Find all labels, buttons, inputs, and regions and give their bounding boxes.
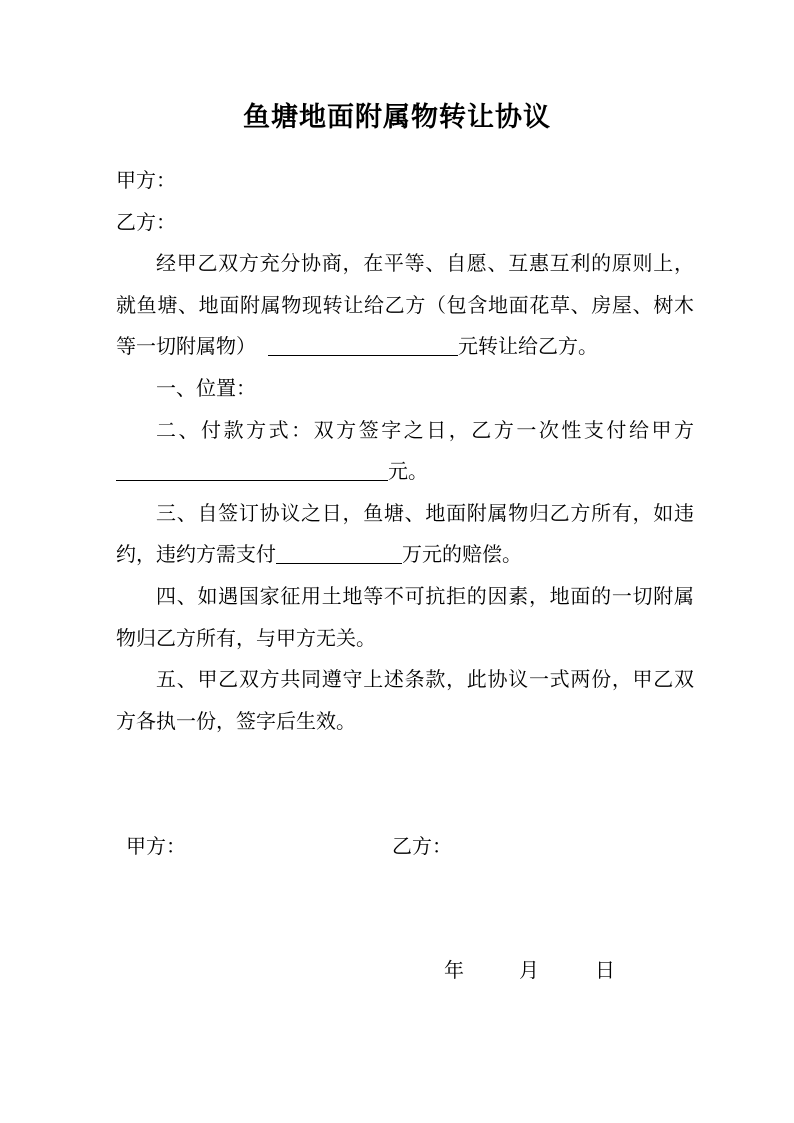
clause-location: 一、位置： <box>156 375 256 400</box>
payment-text: 二、付款方式：双方签字之日，乙方一次性支付给甲方 <box>156 417 694 442</box>
preamble-text: 经甲乙双方充分协商，在平等、自愿、互惠互利的原则上，就鱼塘、地面附属物现转让给乙方（包含地面花草、房屋、树木等一切附属物） <box>116 251 694 359</box>
party-a-line: 甲方： <box>116 168 176 192</box>
preamble-paragraph <box>116 243 694 368</box>
party-b-line: 乙方： <box>116 209 176 234</box>
clause-ownership <box>116 493 694 576</box>
document-title: 鱼塘地面附属物转让协议 <box>243 102 551 133</box>
payment-text-end: 元。 <box>388 459 428 484</box>
clause-validity: 五、甲乙双方共同遵守上述条款，此协议一式两份，甲乙双方各执一份，签字后生效。 <box>116 667 694 733</box>
signature-party-a: 甲方： <box>126 834 186 858</box>
date-row <box>0 950 794 990</box>
signature-party-b: 乙方： <box>392 834 452 858</box>
ownership-text: 三、自签订协议之日，鱼塘、地面附属物归乙方所有，如违约，违约方需支付 <box>116 500 694 567</box>
penalty-amount-blank[interactable] <box>276 541 402 564</box>
clause-payment <box>116 410 694 493</box>
clause-force-majeure: 四、如遇国家征用土地等不可抗拒的因素，地面的一切附属物归乙方所有，与甲方无关。 <box>116 583 694 650</box>
price-blank[interactable] <box>268 333 458 356</box>
date-month-label: 月 <box>519 958 539 982</box>
ownership-text-end: 万元的赔偿。 <box>402 542 522 567</box>
payment-amount-blank[interactable] <box>116 458 388 481</box>
date-year-label: 年 <box>444 958 464 982</box>
agreement-body <box>116 160 694 742</box>
date-day-label: 日 <box>595 958 615 982</box>
preamble-text-end: 元转让给乙方。 <box>458 334 598 359</box>
